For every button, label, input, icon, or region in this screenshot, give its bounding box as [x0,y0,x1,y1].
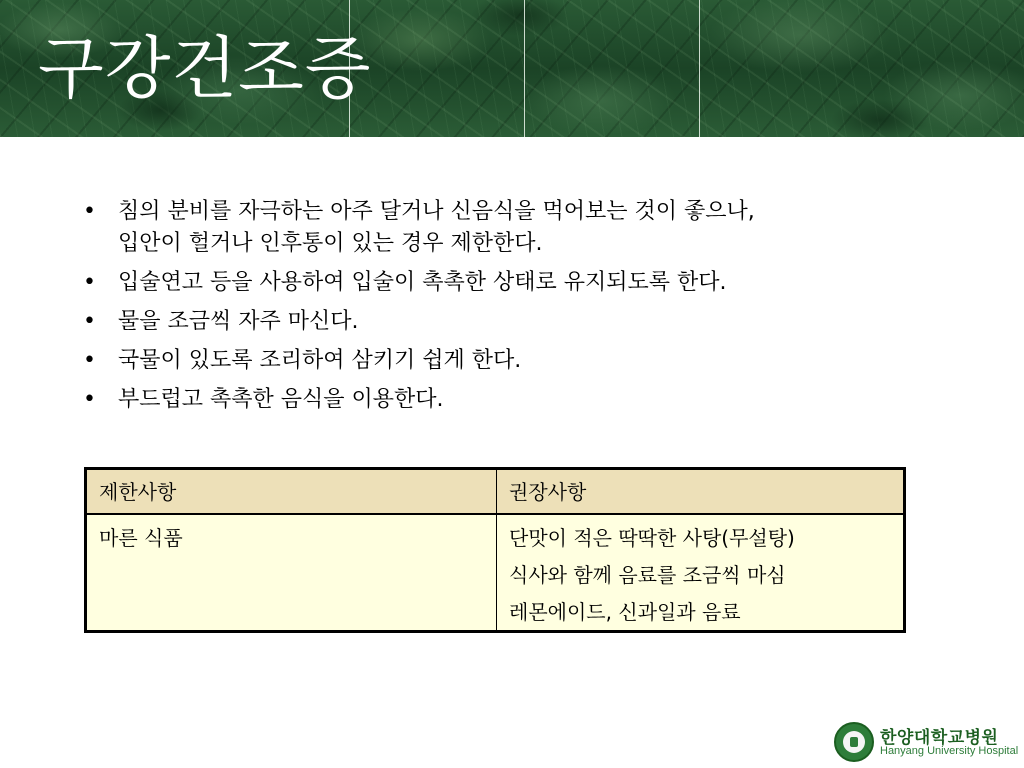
bullet-item [80,384,980,416]
diet-table [84,467,906,633]
slide-title: 구강건조증 [38,30,372,109]
bullet-item [80,345,980,377]
bullet-text: 부드럽고 촉촉한 음식을 이용한다. [118,387,444,412]
bullet-dot: • [83,270,96,295]
bullet-dot: • [83,387,96,412]
title-banner [0,0,1024,137]
hospital-name-korean: 한양대학교병원 [880,728,999,748]
bullet-text: 침의 분비를 자극하는 아주 달거나 신음식을 먹어보는 것이 좋으나, [118,199,755,224]
table-header-recommended: 권장사항 [509,480,587,504]
bullet-dot: • [83,348,96,373]
recommended-item: 단맛이 적은 딱딱한 사탕(무설탕) [509,526,795,550]
bullet-dot: • [83,309,96,334]
table-cell-restricted [87,515,497,630]
bullet-dot: • [83,199,96,224]
bullet-text: 입술연고 등을 사용하여 입술이 촉촉한 상태로 유지되도록 한다. [118,270,727,295]
bullet-list [80,196,980,423]
bullet-item [80,306,980,338]
hospital-name-english: Hanyang University Hospital [880,745,1019,757]
bullet-item [80,196,980,260]
bullet-text: 물을 조금씩 자주 마신다. [118,309,359,334]
recommended-item: 레몬에이드, 신과일과 음료 [509,600,741,624]
table-cell-recommended [497,515,903,630]
bullet-text: 입안이 헐거나 인후통이 있는 경우 제한한다. [118,231,543,256]
recommended-item: 식사와 함께 음료를 조금씩 마심 [509,563,786,587]
banner-divider [524,0,525,137]
hospital-seal-icon [834,722,874,762]
bullet-item [80,267,980,299]
hospital-logo [830,718,1019,764]
restricted-item: 마른 식품 [99,526,183,550]
table-row [87,515,903,630]
table-header-restricted: 제한사항 [87,470,497,513]
bullet-text: 국물이 있도록 조리하여 삼키기 쉽게 한다. [118,348,522,373]
banner-divider [699,0,700,137]
table-header-row [87,470,903,515]
